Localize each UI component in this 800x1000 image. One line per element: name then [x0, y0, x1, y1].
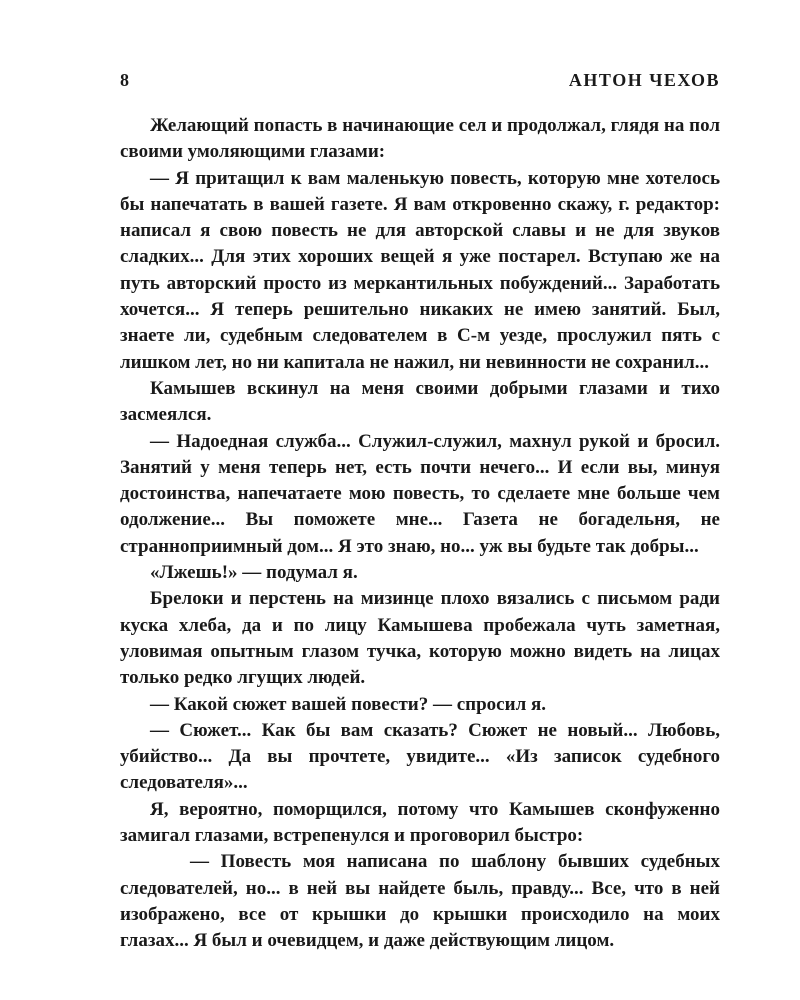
paragraph: — Какой сюжет вашей повести? — спросил я.	[150, 693, 547, 715]
paragraph: Желающий попасть в начинающие сел и продолжал, глядя на пол своими умоляющими глазами:	[120, 115, 720, 163]
page-number: 8	[120, 70, 130, 90]
running-head	[120, 70, 720, 96]
paragraph: Я, вероятно, поморщился, потому что Камышев сконфуженно замигал глазами, встрепенулся и проговорил быстро:	[120, 798, 720, 847]
paragraph: — Я притащил к вам маленькую повесть, которую мне хотелось бы напечатать в вашей газете. Я вам откровенно скажу, г. редактор: написал я свою повесть не для авторской славы и не для звуков сладких... Для этих хороших вещей я уже постарел. Вступаю же на путь авторский просто из меркантильных побуждений... Заработать хочется... Я теперь решительно никаких не имею занятий. Был, знаете ли, судебным следователем в С-м уезде, прослужил пять с лишком лет, но ни капитала не нажил, ни невинности не сохранил...	[120, 167, 720, 373]
paragraph: — Надоедная служба... Служил-служил, махнул рукой и бросил. Занятий у меня теперь нет, есть почти нечего... И если вы, минуя достоинства, напечатаете мою повесть, то сделаете мне больше чем одолжение... Вы поможете мне... Газета не богадельня, не странноприимный дом... Я это знаю, но... уж вы будьте так добры...	[120, 430, 720, 557]
paragraph: Брелоки и перстень на мизинце плохо вязались с письмом ради куска хлеба, да и по лицу Камышева пробежала чуть заметная, уловимая опытным глазом тучка, которую можно видеть на лицах только редко лгущих людей.	[120, 588, 720, 689]
body-text	[120, 113, 720, 955]
paragraph: — Повесть моя написана по шаблону бывших судебных следователей, но... в ней вы найдете быль, правду... Все, что в ней изображено, все от крышки до крышки происходило на моих глазах... Я был и очевидцем, и даже действующим лицом.	[120, 851, 720, 952]
paragraph: Камышев вскинул на меня своими добрыми глазами и тихо засмеялся.	[120, 377, 720, 426]
paragraph: — Сюжет... Как бы вам сказать? Сюжет не новый... Любовь, убийство... Да вы прочтете, увидите... «Из записок судебного следователя»...	[120, 719, 720, 794]
running-title: АНТОН ЧЕХОВ	[568, 70, 720, 90]
paragraph: «Лжешь!» — подумал я.	[150, 562, 358, 584]
